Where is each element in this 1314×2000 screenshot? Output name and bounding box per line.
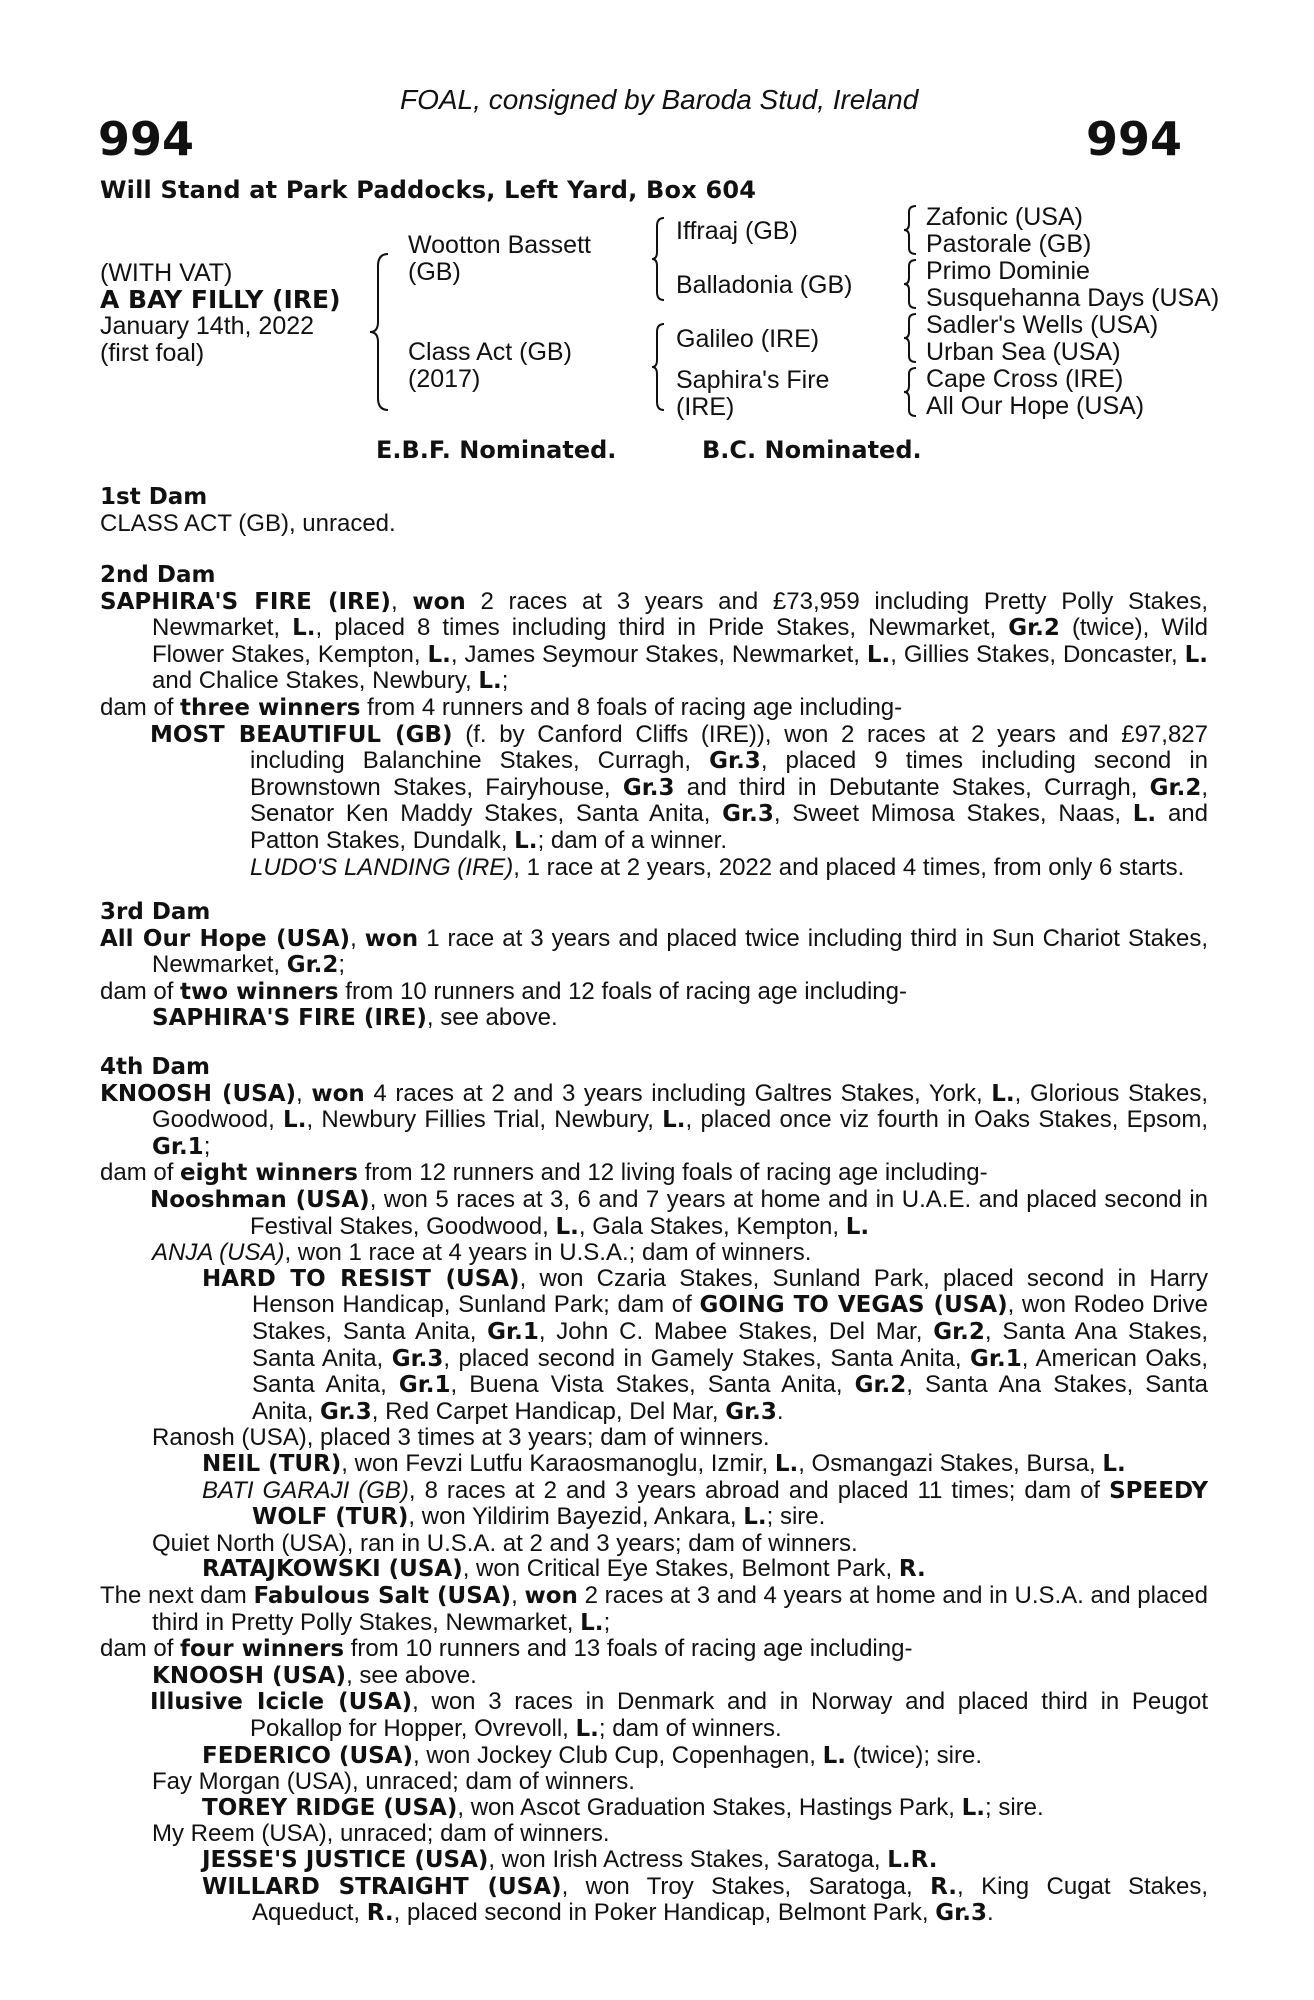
- brace-dd: [902, 366, 918, 418]
- ds-dam: Urban Sea (USA): [926, 338, 1121, 366]
- sire: Wootton Bassett (GB): [408, 231, 591, 286]
- fay-morgan-record: Fay Morgan (USA), unraced; dam of winners.: [152, 1768, 635, 1796]
- bati-garaji-record: BATI GARAJI (GB), 8 races at 2 and 3 years abroad and placed 11 times; dam of SPEEDY WOLF (TUR), won Yildirim Bayezid, Ankara, L.; sire.: [202, 1476, 1209, 1531]
- dam: Class Act (GB) (2017): [408, 338, 572, 393]
- brace-sd: [902, 258, 918, 310]
- stand-location: Will Stand at Park Paddocks, Left Yard, Box 604: [100, 176, 757, 204]
- most-beautiful-record: MOST BEAUTIFUL (GB) (f. by Canford Cliffs (IRE)), won 2 races at 2 years and £97,827 including Balanchine Stakes, Curragh, Gr.3, placed 9 times including second in Brownstown Stakes, Fairyhouse, Gr.3 and third in Debutante Stakes, Curragh, Gr.2, Senator Ken Maddy Stakes, Santa Anita, Gr.3, Sweet Mimosa Stakes, Naas, L. and Patton Stakes, Dundalk, L.; dam of a winner.: [150, 720, 1209, 854]
- fourth-dam-heading: 4th Dam: [100, 1054, 210, 1080]
- pedigree-brace-dam: [650, 322, 666, 412]
- first-foal-note: (first foal): [100, 339, 205, 367]
- dam-dam: Saphira's Fire (IRE): [676, 366, 830, 421]
- federico-record: FEDERICO (USA), won Jockey Club Cup, Copenhagen, L. (twice); sire.: [202, 1741, 983, 1769]
- saphiras-fire-ref: SAPHIRA'S FIRE (IRE), see above.: [152, 1004, 558, 1032]
- next-dam-section: [100, 1583, 1208, 1927]
- brace-ds: [902, 312, 918, 364]
- neil-record: NEIL (TUR), won Fevzi Lutfu Karaosmanoglu, Izmir, L., Osmangazi Stakes, Bursa, L.: [202, 1449, 1126, 1477]
- third-dam-section: [100, 900, 1208, 1032]
- consignor-line: FOAL, consigned by Baroda Stud, Ireland: [400, 84, 919, 115]
- torey-ridge-record: TOREY RIDGE (USA), won Ascot Graduation Stakes, Hastings Park, L.; sire.: [202, 1793, 1044, 1821]
- hard-to-resist-record: HARD TO RESIST (USA), won Czaria Stakes, Sunland Park, placed second in Harry Henson Handicap, Sunland Park; dam of GOING TO VEGAS (USA), won Rodeo Drive Stakes, Santa Anita, Gr.1, John C. Mabee Stakes, Del Mar, Gr.2, Santa Ana Stakes, Santa Anita, Gr.3, placed second in Gamely Stakes, Santa Anita, Gr.1, American Oaks, Santa Anita, Gr.1, Buena Vista Stakes, Santa Anita, Gr.2, Santa Ana Stakes, Santa Anita, Gr.3, Red Carpet Handicap, Del Mar, Gr.3.: [202, 1264, 1209, 1425]
- nooshman-record: Nooshman (USA), won 5 races at 3, 6 and 7 years at home and in U.A.E. and placed second in Festival Stakes, Goodwood, L., Gala Stakes, Kempton, L.: [150, 1185, 1209, 1240]
- bc-nominated: B.C. Nominated.: [702, 436, 922, 464]
- lot-number-right: 994: [1086, 112, 1183, 166]
- third-dam-heading: 3rd Dam: [100, 899, 211, 925]
- knoosh-ref: KNOOSH (USA), see above.: [152, 1661, 477, 1689]
- lot-name: A BAY FILLY (IRE): [100, 285, 341, 314]
- vat-note: (WITH VAT): [100, 259, 233, 287]
- second-dam-heading: 2nd Dam: [100, 562, 216, 588]
- ebf-nominated: E.B.F. Nominated.: [376, 436, 617, 464]
- anja-record: ANJA (USA), won 1 race at 4 years in U.S.A.; dam of winners.: [152, 1239, 812, 1267]
- dd-dam: All Our Hope (USA): [926, 392, 1145, 420]
- first-dam-section: [100, 485, 1208, 536]
- dd-sire: Cape Cross (IRE): [926, 365, 1124, 393]
- next-dam-produce-summary: dam of four winners from 10 runners and 13 foals of racing age including-: [100, 1635, 913, 1663]
- fourth-dam-produce-summary: dam of eight winners from 12 runners and 12 living foals of racing age including-: [100, 1159, 988, 1187]
- ss-sire: Zafonic (USA): [926, 203, 1083, 231]
- first-dam-text: CLASS ACT (GB), unraced.: [100, 509, 396, 537]
- sd-sire: Primo Dominie: [926, 257, 1090, 285]
- sire-sire: Iffraaj (GB): [676, 217, 798, 245]
- second-dam-section: [100, 563, 1208, 880]
- pedigree-brace-1: [368, 252, 392, 412]
- willard-straight-record: WILLARD STRAIGHT (USA), won Troy Stakes, Saratoga, R., King Cugat Stakes, Aqueduct, R., placed second in Poker Handicap, Belmont Park, Gr.3.: [202, 1872, 1209, 1927]
- quiet-north-record: Quiet North (USA), ran in U.S.A. at 2 and 3 years; dam of winners.: [152, 1529, 858, 1557]
- foaling-date: January 14th, 2022: [100, 312, 315, 340]
- sire-dam: Balladonia (GB): [676, 271, 853, 299]
- fourth-dam-section: [100, 1055, 1208, 1583]
- illusive-icicle-record: Illusive Icicle (USA), won 3 races in Denmark and in Norway and placed third in Peugot Pokallop for Hopper, Ovrevoll, L.; dam of winners.: [150, 1688, 1208, 1742]
- first-dam-heading: 1st Dam: [100, 484, 208, 510]
- next-dam-record: The next dam Fabulous Salt (USA), won 2 races at 3 and 4 years at home and in U.S.A. and placed third in Pretty Polly Stakes, Newmarket, L.;: [100, 1582, 1208, 1636]
- ludos-landing-record: LUDO'S LANDING (IRE), 1 race at 2 years, 2022 and placed 4 times, from only 6 starts.: [250, 853, 1185, 881]
- lot-number-left: 994: [98, 112, 195, 166]
- third-dam-record: All Our Hope (USA), won 1 race at 3 years and placed twice including third in Sun Chariot Stakes, Newmarket, Gr.2;: [100, 924, 1209, 979]
- second-dam-produce-summary: dam of three winners from 4 runners and 8 foals of racing age including-: [100, 693, 903, 721]
- brace-ss: [902, 204, 918, 256]
- ranosh-record: Ranosh (USA), placed 3 times at 3 years; dam of winners.: [152, 1424, 770, 1452]
- ds-sire: Sadler's Wells (USA): [926, 311, 1159, 339]
- my-reem-record: My Reem (USA), unraced; dam of winners.: [152, 1820, 610, 1848]
- ratajkowski-record: RATAJKOWSKI (USA), won Critical Eye Stakes, Belmont Park, R.: [202, 1555, 926, 1583]
- sd-dam: Susquehanna Days (USA): [926, 284, 1220, 312]
- dam-sire: Galileo (IRE): [676, 325, 820, 353]
- ss-dam: Pastorale (GB): [926, 230, 1092, 258]
- fourth-dam-record: KNOOSH (USA), won 4 races at 2 and 3 years including Galtres Stakes, York, L., Glorious Stakes, Goodwood, L., Newbury Fillies Trial, Newbury, L., placed once viz fourth in Oaks Stakes, Epsom, Gr.1;: [100, 1079, 1208, 1160]
- second-dam-record: SAPHIRA'S FIRE (IRE), won 2 races at 3 years and £73,959 including Pretty Polly Stakes, Newmarket, L., placed 8 times including third in Pride Stakes, Newmarket, Gr.2 (twice), Wild Flower Stakes, Kempton, L., James Seymour Stakes, Newmarket, L., Gillies Stakes, Doncaster, L. and Chalice Stakes, Newbury, L.;: [100, 587, 1209, 695]
- third-dam-produce-summary: dam of two winners from 10 runners and 12 foals of racing age including-: [100, 977, 907, 1005]
- pedigree-brace-sire: [650, 216, 666, 302]
- jesses-justice-record: JESSE'S JUSTICE (USA), won Irish Actress Stakes, Saratoga, L.R.: [202, 1845, 938, 1873]
